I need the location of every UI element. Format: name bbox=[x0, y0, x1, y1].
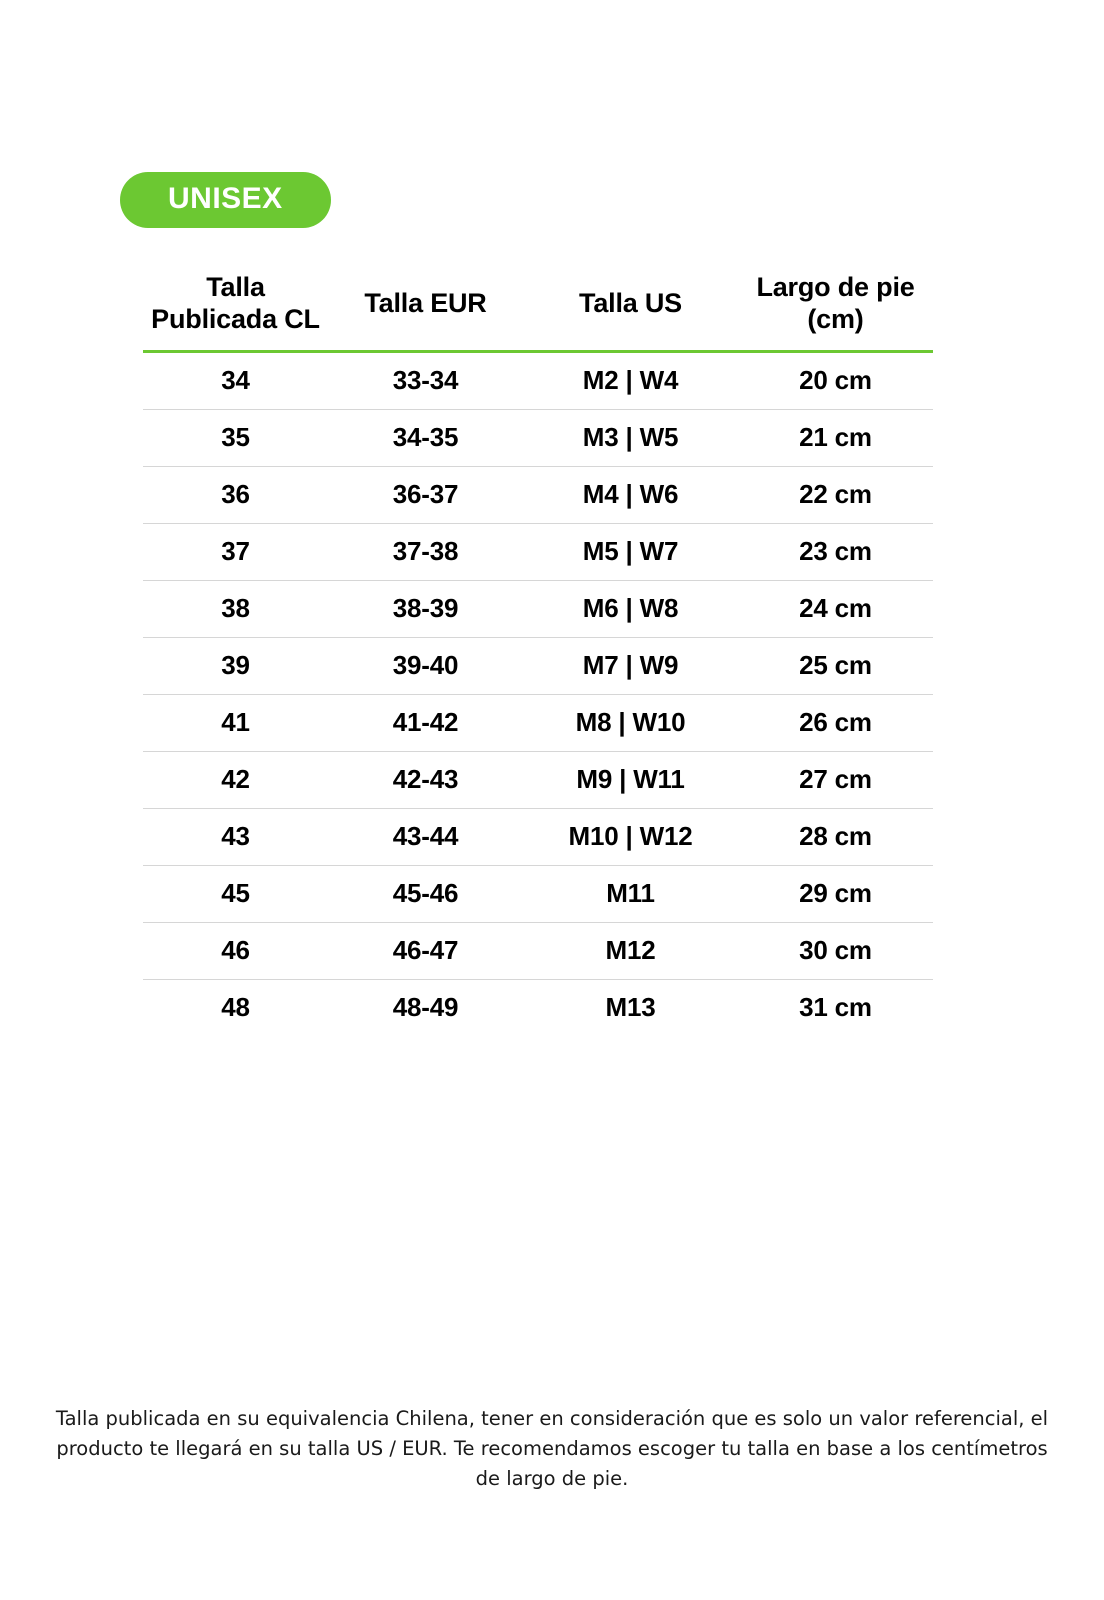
cell-talla-eur: 33-34 bbox=[328, 351, 523, 409]
status-badge: UNISEX bbox=[120, 172, 331, 228]
cell-talla-cl: 41 bbox=[143, 694, 328, 751]
cell-talla-cl: 45 bbox=[143, 865, 328, 922]
column-header-label: Talla EUR bbox=[364, 287, 487, 318]
footnote-text: Talla publicada en su equivalencia Chilena, tener en consideración que es solo un valor referencial, el producto te llegará en su talla US / EUR. Te recomendamos escoger tu talla en base a los centímetros de largo de pie. bbox=[55, 1407, 1049, 1491]
cell-talla-us: M7 | W9 bbox=[523, 637, 738, 694]
cell-talla-eur: 43-44 bbox=[328, 808, 523, 865]
size-table bbox=[143, 272, 933, 1036]
cell-talla-cl: 35 bbox=[143, 409, 328, 466]
cell-talla-eur: 48-49 bbox=[392, 992, 459, 1023]
cell-largo-pie: 26 cm bbox=[738, 694, 933, 751]
table-row bbox=[143, 409, 933, 466]
table-row bbox=[143, 808, 933, 865]
cell-largo-pie: 20 cm bbox=[738, 351, 933, 409]
table-row bbox=[143, 751, 933, 808]
cell-talla-us: M8 | W10 bbox=[523, 694, 738, 751]
cell-talla-us: M12 bbox=[523, 922, 738, 979]
cell-talla-us: M2 | W4 bbox=[523, 351, 738, 409]
cell-talla-eur: 42-43 bbox=[328, 751, 523, 808]
cell-talla-cl: 43 bbox=[143, 808, 328, 865]
cell-talla-eur: 46-47 bbox=[328, 922, 523, 979]
column-header-largo-pie bbox=[738, 272, 933, 351]
cell-talla-cl: 37 bbox=[143, 523, 328, 580]
column-header-talla-us bbox=[523, 272, 738, 351]
table-row bbox=[143, 466, 933, 523]
cell-talla-eur: 41-42 bbox=[328, 694, 523, 751]
table-row bbox=[143, 865, 933, 922]
table-row bbox=[143, 694, 933, 751]
table-row bbox=[143, 351, 933, 409]
table-row bbox=[143, 922, 933, 979]
column-header-talla-cl bbox=[143, 272, 328, 351]
cell-talla-cl: 46 bbox=[143, 922, 328, 979]
table-header-row bbox=[143, 272, 933, 351]
cell-largo-pie: 28 cm bbox=[738, 808, 933, 865]
cell-talla-eur: 38-39 bbox=[328, 580, 523, 637]
cell-talla-cl: 34 bbox=[143, 351, 328, 409]
cell-talla-us: M4 | W6 bbox=[523, 466, 738, 523]
cell-largo-pie: 23 cm bbox=[738, 523, 933, 580]
cell-talla-us: M6 | W8 bbox=[523, 580, 738, 637]
cell-largo-pie: 30 cm bbox=[738, 922, 933, 979]
table-body bbox=[143, 351, 933, 1036]
table-row bbox=[143, 637, 933, 694]
cell-talla-cl: 48 bbox=[221, 992, 250, 1023]
cell-largo-pie: 31 cm bbox=[799, 992, 872, 1023]
cell-talla-us: M11 bbox=[523, 865, 738, 922]
cell-largo-pie: 29 cm bbox=[738, 865, 933, 922]
cell-talla-us: M5 | W7 bbox=[523, 523, 738, 580]
column-header-label: Talla Publicada CL bbox=[151, 272, 320, 334]
table-row bbox=[143, 580, 933, 637]
column-header-talla-eur bbox=[328, 272, 523, 351]
cell-largo-pie: 24 cm bbox=[738, 580, 933, 637]
cell-talla-eur: 36-37 bbox=[328, 466, 523, 523]
table-row bbox=[143, 523, 933, 580]
cell-talla-us: M9 | W11 bbox=[523, 751, 738, 808]
table-row bbox=[143, 979, 933, 1036]
badge-container bbox=[120, 172, 331, 228]
cell-talla-eur: 45-46 bbox=[328, 865, 523, 922]
cell-largo-pie: 25 cm bbox=[738, 637, 933, 694]
cell-talla-cl: 38 bbox=[143, 580, 328, 637]
cell-talla-us: M3 | W5 bbox=[523, 409, 738, 466]
cell-talla-eur: 37-38 bbox=[328, 523, 523, 580]
cell-talla-cl: 36 bbox=[143, 466, 328, 523]
size-table-container bbox=[143, 272, 933, 1036]
column-header-label: Largo de pie (cm) bbox=[756, 272, 915, 334]
cell-talla-eur: 39-40 bbox=[328, 637, 523, 694]
cell-largo-pie: 27 cm bbox=[738, 751, 933, 808]
cell-talla-cl: 39 bbox=[143, 637, 328, 694]
table-header bbox=[143, 272, 933, 351]
cell-talla-us: M10 | W12 bbox=[523, 808, 738, 865]
cell-talla-eur: 34-35 bbox=[328, 409, 523, 466]
cell-talla-us: M13 bbox=[605, 992, 656, 1023]
column-header-label: Talla US bbox=[579, 287, 682, 318]
cell-talla-cl: 42 bbox=[143, 751, 328, 808]
cell-largo-pie: 21 cm bbox=[738, 409, 933, 466]
cell-largo-pie: 22 cm bbox=[738, 466, 933, 523]
